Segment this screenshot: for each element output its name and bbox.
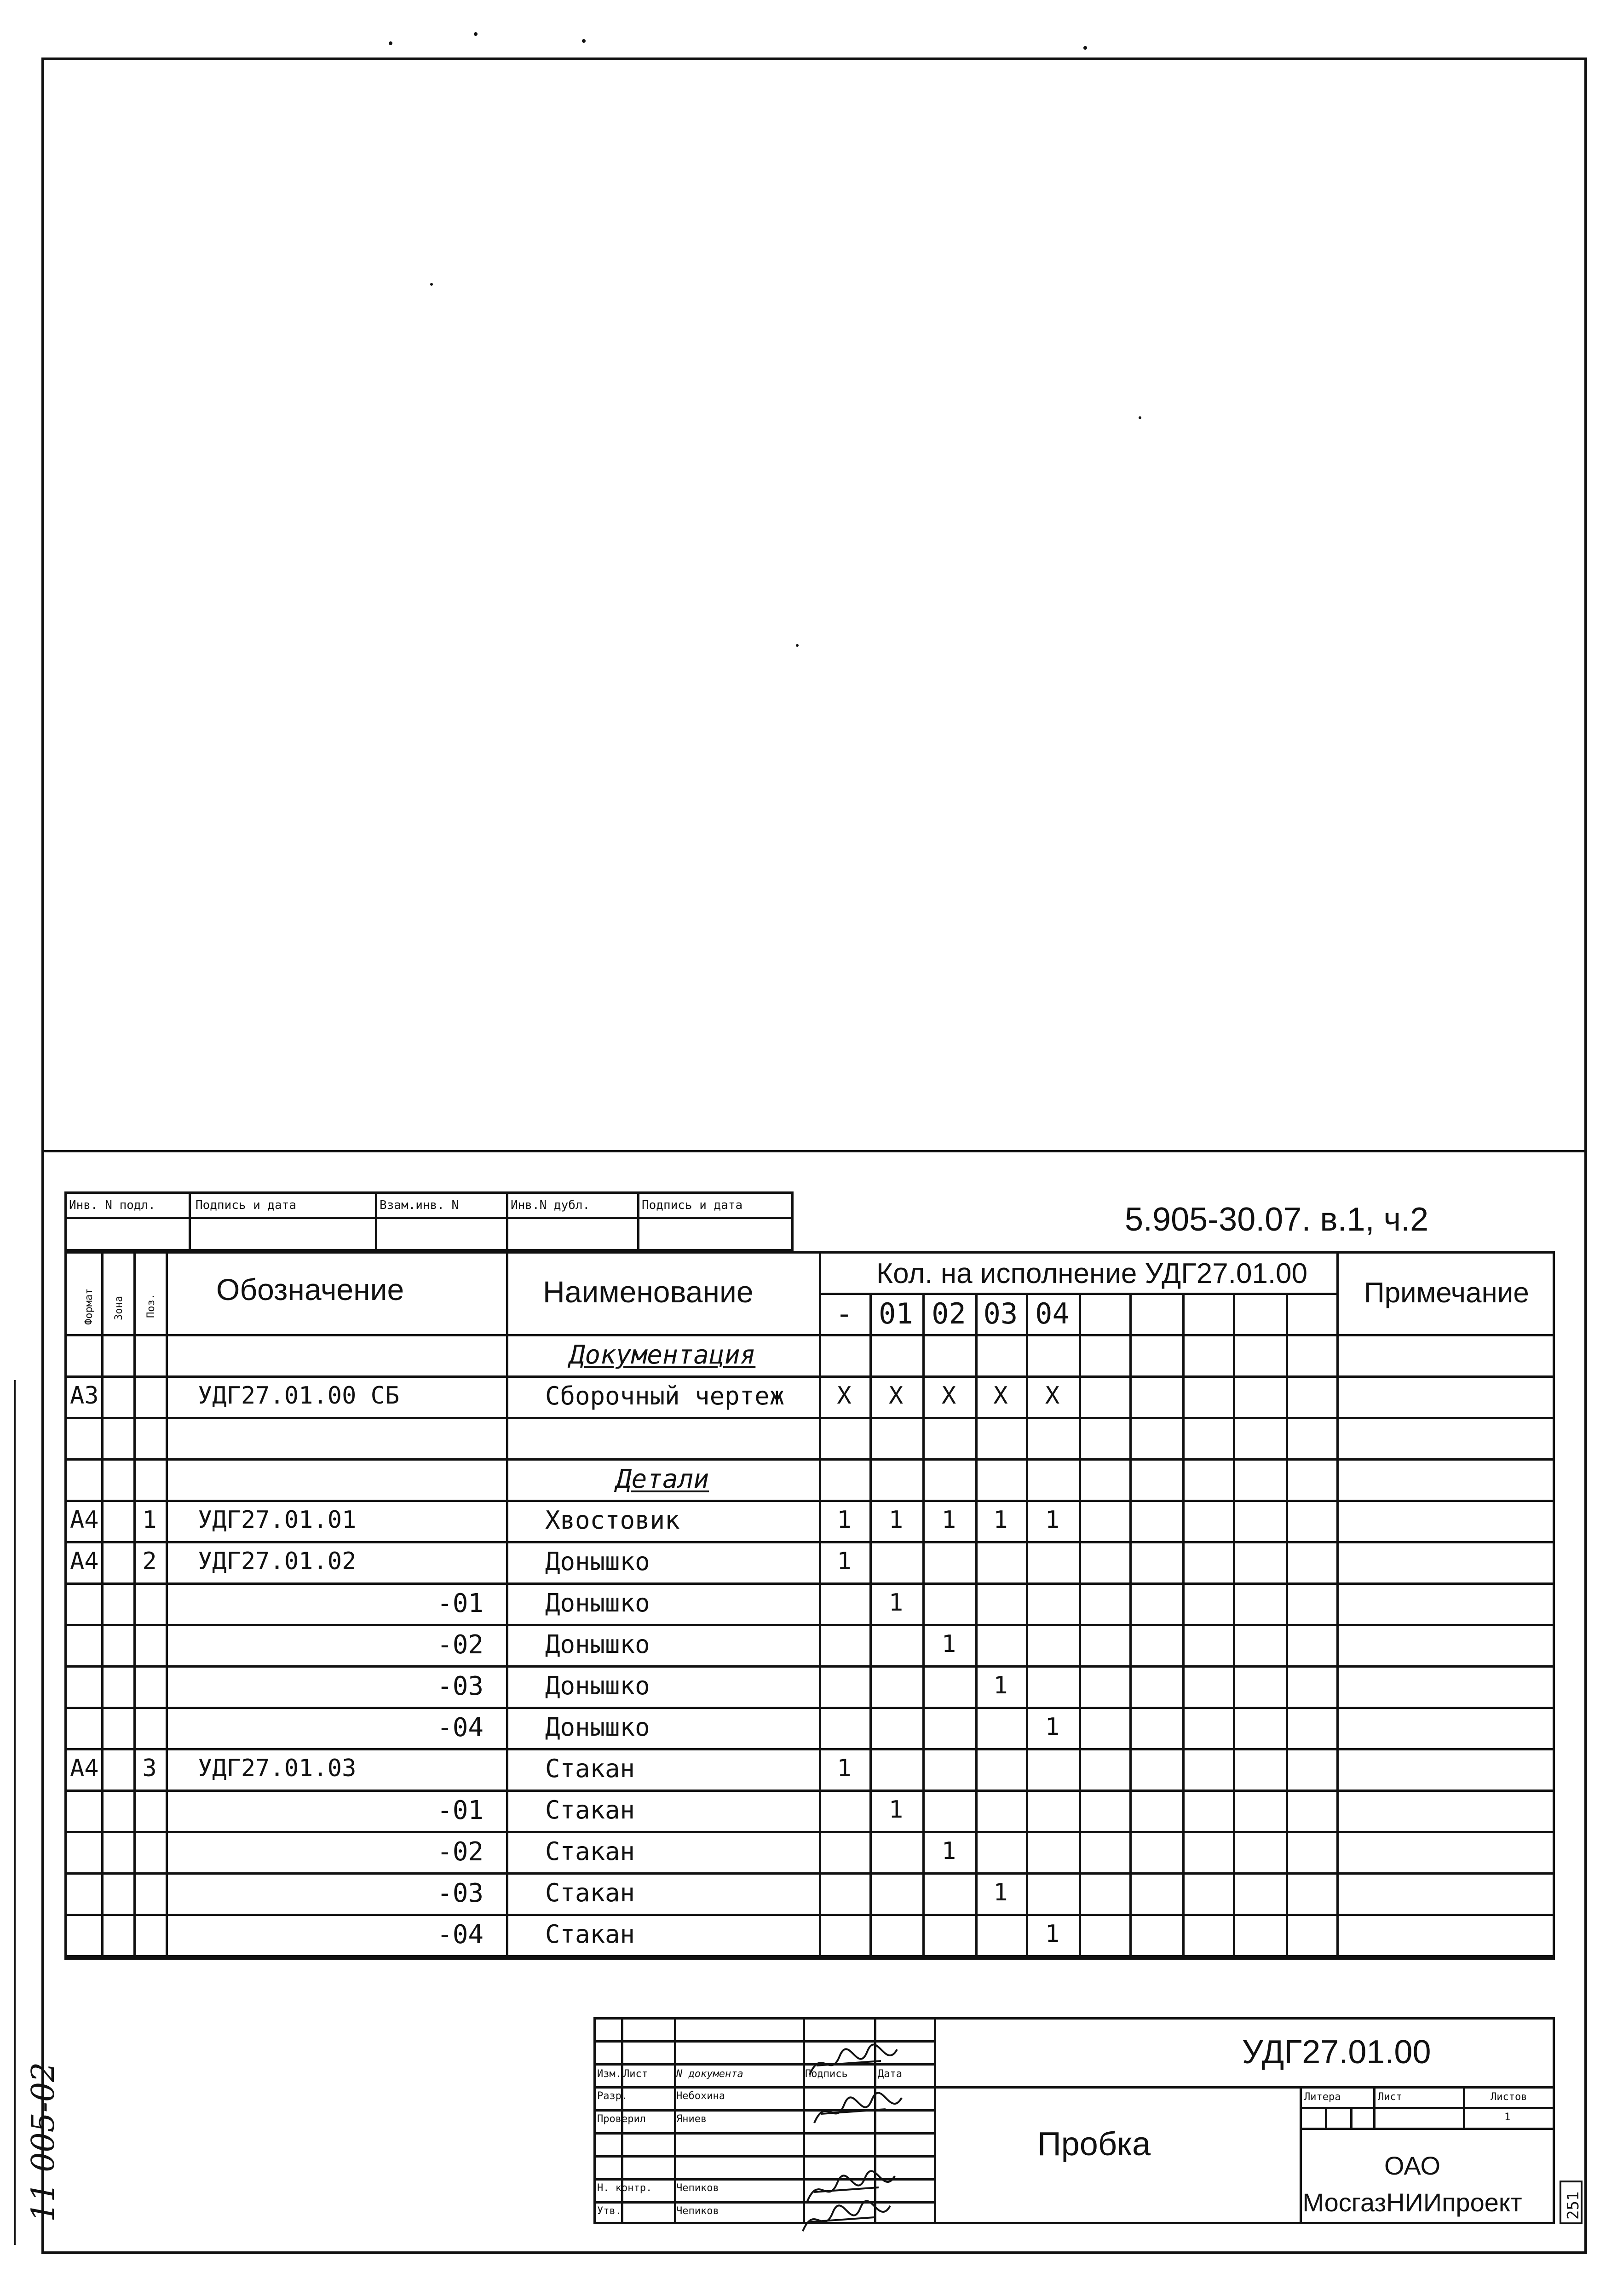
- row-position: 2: [142, 1548, 157, 1575]
- row-qty: 1: [888, 1589, 904, 1617]
- title-row-line: [1300, 2107, 1555, 2109]
- divider-line: [41, 1150, 1587, 1152]
- stamp-header: Взам.инв. N: [380, 1198, 459, 1212]
- label-izm: Изм.: [597, 2068, 622, 2080]
- col-note-header: Примечание: [1364, 1277, 1529, 1309]
- row-qty: 1: [837, 1548, 852, 1575]
- label-sheets: Листов: [1491, 2091, 1527, 2103]
- row-designation: УДГ27.01.00 СБ: [198, 1382, 400, 1410]
- organization-line2: МосгазНИИпроект: [1302, 2188, 1522, 2217]
- row-qty: 1: [888, 1506, 904, 1534]
- label-data: Дата: [878, 2068, 902, 2080]
- row-line: [64, 1790, 1555, 1792]
- row-format: А4: [70, 1755, 99, 1782]
- col-format-header: Формат: [83, 1288, 95, 1325]
- signature: [807, 2043, 899, 2084]
- scan-speck: [582, 39, 586, 43]
- qty-variant-label: 04: [1035, 1297, 1070, 1330]
- row-line: [64, 1541, 1555, 1543]
- title-col-line: [1325, 2107, 1327, 2128]
- col-zone-header: Зона: [113, 1296, 125, 1320]
- row-qty: X: [888, 1382, 904, 1410]
- row-format: А4: [70, 1548, 99, 1575]
- title-col-line: [1373, 2086, 1376, 2128]
- name-nkontr: Чепиков: [676, 2182, 719, 2194]
- row-line: [64, 1624, 1555, 1626]
- row-name: Донышко: [545, 1588, 650, 1617]
- scan-speck: [1083, 46, 1087, 50]
- signature: [812, 2091, 904, 2132]
- row-qty: 1: [1045, 1920, 1060, 1948]
- qty-variant-label: -: [835, 1297, 853, 1330]
- row-designation: -01: [437, 1795, 484, 1825]
- row-designation: УДГ27.01.01: [198, 1506, 357, 1534]
- label-razrab: Разр.: [597, 2090, 628, 2102]
- page-number: 251: [1564, 2191, 1583, 2220]
- title-row-line: [593, 2132, 934, 2135]
- row-name: Донышко: [545, 1713, 650, 1742]
- title-row-line: [934, 2086, 1555, 2089]
- stamp-header: Инв. N подл.: [69, 1198, 155, 1212]
- row-line: [64, 1831, 1555, 1833]
- section-heading: Детали: [616, 1464, 709, 1494]
- col-designation-header: Обозначение: [216, 1272, 404, 1306]
- column-line: [133, 1251, 136, 1957]
- label-list: Лист: [623, 2068, 648, 2080]
- column-line: [1336, 1251, 1339, 1957]
- col-name-header: Наименование: [543, 1275, 754, 1309]
- row-qty: 1: [941, 1630, 956, 1658]
- col-qty-header: Кол. на исполнение УДГ27.01.00: [876, 1258, 1308, 1289]
- row-qty: 1: [837, 1755, 852, 1782]
- row-line: [64, 1914, 1555, 1916]
- row-qty: 1: [1045, 1506, 1060, 1534]
- column-line: [506, 1251, 508, 1957]
- row-line: [64, 1665, 1555, 1668]
- scan-speck: [389, 41, 392, 45]
- row-line: [64, 1375, 1555, 1378]
- row-line: [64, 1748, 1555, 1750]
- row-qty: 1: [837, 1506, 852, 1534]
- row-designation: -01: [437, 1588, 484, 1618]
- row-line: [64, 1582, 1555, 1585]
- row-format: А4: [70, 1506, 99, 1534]
- row-qty: 1: [888, 1796, 904, 1824]
- row-position: 1: [142, 1506, 157, 1534]
- row-designation: -04: [437, 1920, 484, 1950]
- table-border: [64, 1251, 1555, 1957]
- label-nkontr: Н. контр.: [597, 2182, 652, 2194]
- stamp-header: Подпись и дата: [196, 1198, 297, 1212]
- row-qty: 1: [941, 1506, 956, 1534]
- row-designation: УДГ27.01.03: [198, 1755, 357, 1782]
- qty-variant-label: 02: [932, 1297, 966, 1330]
- row-designation: УДГ27.01.02: [198, 1548, 357, 1575]
- row-name: Донышко: [545, 1671, 650, 1700]
- row-designation: -03: [437, 1671, 484, 1701]
- row-designation: -04: [437, 1713, 484, 1743]
- row-qty: 1: [1045, 1713, 1060, 1741]
- scan-speck: [796, 644, 799, 647]
- binding-margin-line: [14, 1380, 16, 2245]
- margin-note: 11 005-02: [25, 2062, 62, 2222]
- row-qty: X: [837, 1382, 852, 1410]
- row-qty: 1: [993, 1672, 1008, 1699]
- row-position: 3: [142, 1755, 157, 1782]
- row-name: Стакан: [545, 1878, 635, 1907]
- row-qty: X: [941, 1382, 956, 1410]
- title-row-line: [593, 2086, 934, 2089]
- row-line: [64, 1957, 1555, 1960]
- row-designation: -02: [437, 1837, 484, 1867]
- title-row-line: [593, 2155, 934, 2158]
- stamp-header: Инв.N дубл.: [511, 1198, 590, 1212]
- label-sheet: Лист: [1378, 2091, 1402, 2103]
- title-col-line: [1463, 2086, 1465, 2128]
- sheets-count: 1: [1504, 2112, 1511, 2123]
- title-col-line: [1350, 2107, 1352, 2128]
- column-line: [166, 1251, 168, 1957]
- label-litera: Литера: [1304, 2091, 1341, 2103]
- row-qty: 1: [993, 1506, 1008, 1534]
- row-name: Стакан: [545, 1795, 635, 1824]
- column-line: [101, 1251, 104, 1957]
- name-razrab: Небохина: [676, 2090, 725, 2102]
- row-line: [64, 1334, 1555, 1336]
- drawing-title: Пробка: [1037, 2126, 1151, 2163]
- scan-speck: [474, 32, 478, 36]
- title-row-line: [1300, 2128, 1555, 2130]
- row-designation: -02: [437, 1630, 484, 1660]
- name-utv: Чепиков: [676, 2205, 719, 2217]
- document-reference: 5.905-30.07. в.1, ч.2: [1125, 1201, 1429, 1238]
- row-designation: -03: [437, 1878, 484, 1908]
- drawing-designation: УДГ27.01.00: [1242, 2034, 1431, 2071]
- label-utv: Утв.: [597, 2205, 622, 2217]
- row-line: [64, 1500, 1555, 1502]
- signature: [800, 2199, 892, 2240]
- row-name: Донышко: [545, 1630, 650, 1659]
- row-line: [64, 1707, 1555, 1709]
- qty-variant-label: 03: [983, 1297, 1018, 1330]
- label-ndoc: N документа: [676, 2068, 743, 2080]
- scan-speck: [430, 283, 433, 286]
- label-prov: Проверил: [597, 2113, 646, 2125]
- row-qty: X: [993, 1382, 1008, 1410]
- section-heading: Документация: [569, 1340, 756, 1370]
- row-line: [64, 1458, 1555, 1461]
- scan-speck: [1139, 416, 1141, 419]
- row-qty: 1: [993, 1879, 1008, 1906]
- qty-header-line: [819, 1293, 1336, 1295]
- row-name: Донышко: [545, 1547, 650, 1576]
- row-line: [64, 1417, 1555, 1419]
- row-name: Сборочный чертеж: [545, 1381, 785, 1410]
- row-name: Стакан: [545, 1754, 635, 1783]
- col-pos-header: Поз.: [145, 1294, 157, 1318]
- row-name: Стакан: [545, 1837, 635, 1866]
- row-format: А3: [70, 1382, 99, 1410]
- label-podp: Подпись: [805, 2068, 848, 2080]
- stamp-header: Подпись и дата: [642, 1198, 743, 1212]
- row-line: [64, 1872, 1555, 1875]
- organization-line1: ОАО: [1384, 2151, 1441, 2180]
- column-line: [819, 1251, 821, 1957]
- title-col-line: [934, 2017, 936, 2224]
- name-prov: Яниев: [676, 2113, 707, 2125]
- row-name: Хвостовик: [545, 1506, 680, 1535]
- qty-variant-label: 01: [879, 1297, 913, 1330]
- row-name: Стакан: [545, 1920, 635, 1949]
- row-qty: X: [1045, 1382, 1060, 1410]
- row-qty: 1: [941, 1837, 956, 1865]
